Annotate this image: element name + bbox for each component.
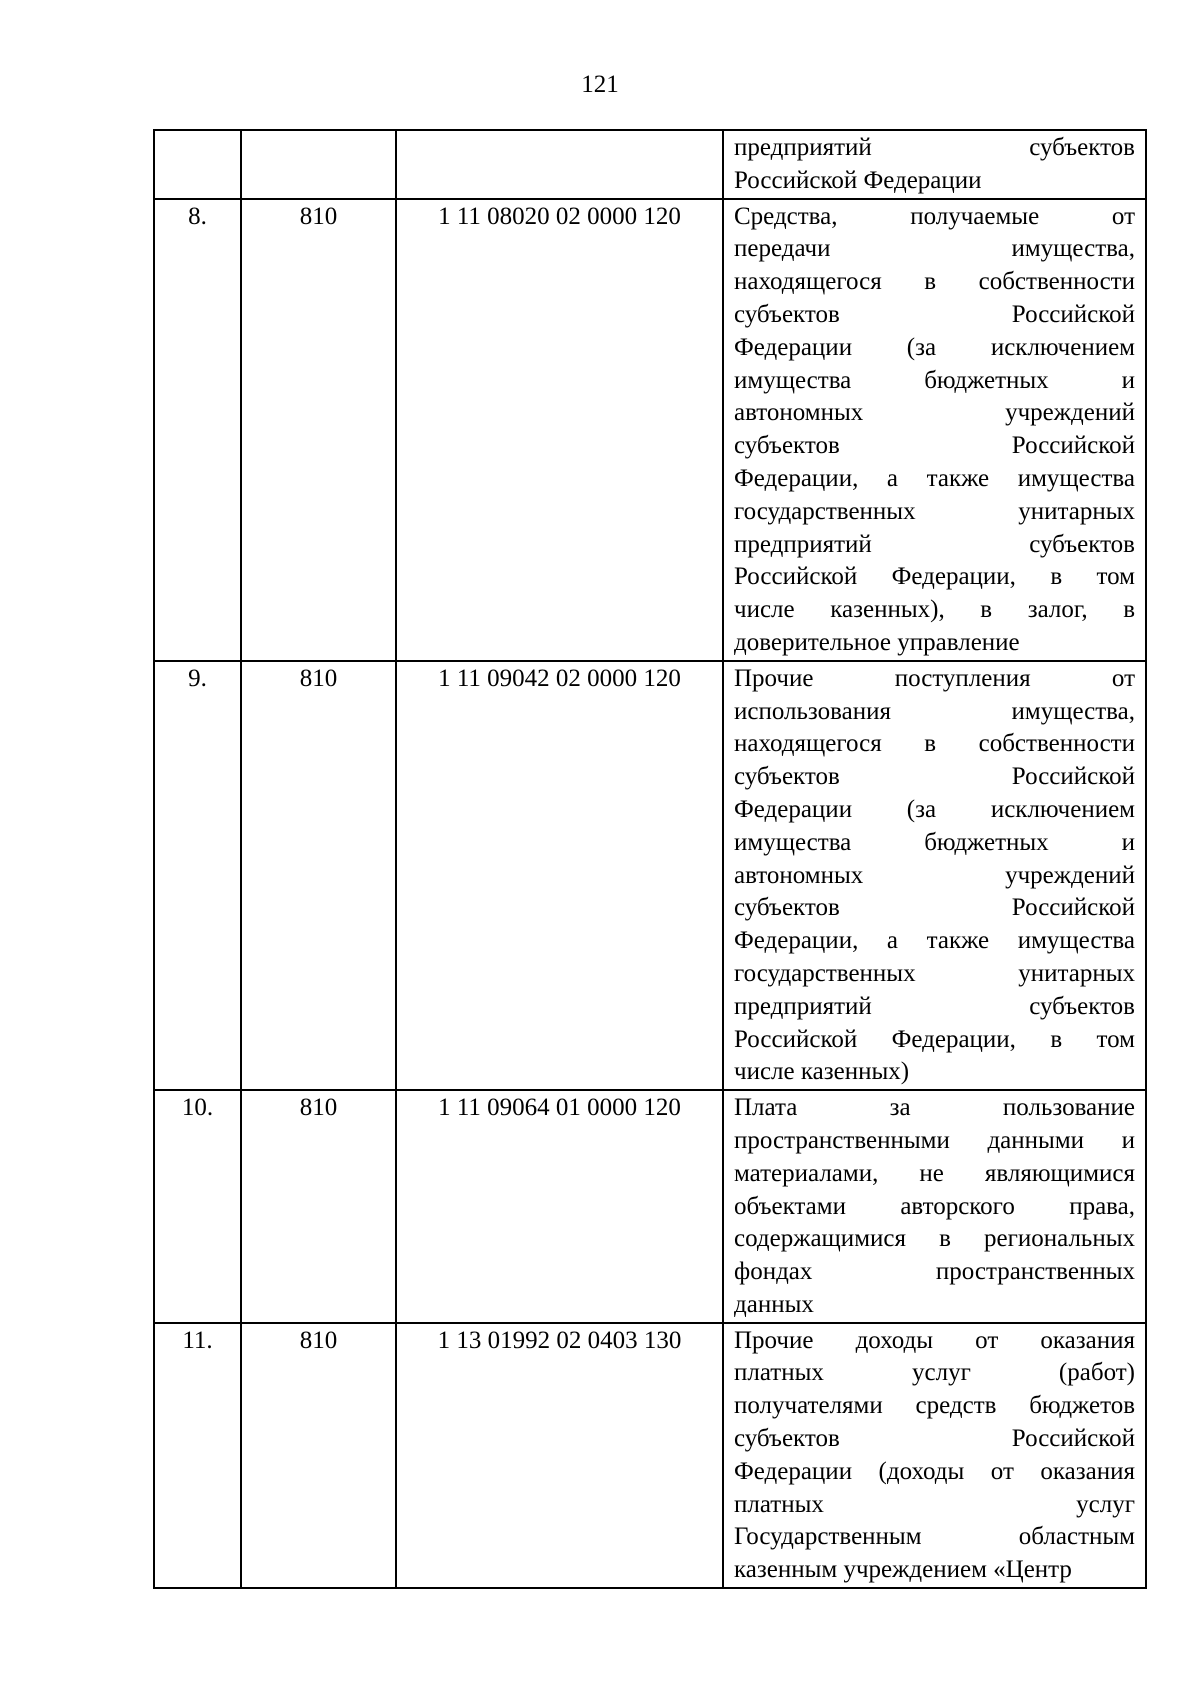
revenue-name-line: Федерации, а также имущества	[734, 927, 1135, 955]
revenue-name-line: автономных учреждений	[734, 861, 1135, 889]
revenue-name-line: автономных учреждений	[734, 399, 1135, 427]
revenue-code-cell: 1 13 01992 02 0403 130	[396, 1323, 723, 1588]
revenue-name-cell	[723, 1090, 1146, 1323]
table-row	[154, 1323, 1146, 1588]
revenue-name-line: Российской Федерации, в том	[734, 563, 1135, 591]
revenue-name-line: платных услуг	[734, 1490, 1135, 1518]
revenue-name-line: имущества бюджетных и	[734, 828, 1135, 856]
revenue-name-cell	[723, 661, 1146, 1090]
administrator-code-cell: 810	[241, 1323, 396, 1588]
revenue-name-line: Государственным областным	[734, 1523, 1135, 1551]
revenue-name-line: использования имущества,	[734, 697, 1135, 725]
row-number-cell: 8.	[154, 199, 241, 661]
revenue-name-line: Российской Федерации	[734, 166, 982, 194]
revenue-name-line: Российской Федерации, в том	[734, 1025, 1135, 1053]
revenue-name-line: находящегося в собственности	[734, 730, 1135, 758]
revenue-name-line: казенным учреждением «Центр	[734, 1556, 1072, 1584]
table-row	[154, 199, 1146, 661]
administrator-code-cell: 810	[241, 1090, 396, 1323]
administrator-code-cell	[241, 130, 396, 199]
row-number-cell: 11.	[154, 1323, 241, 1588]
revenue-name-line: Федерации (доходы от оказания	[734, 1457, 1135, 1485]
revenue-name-line: Плата за пользование	[734, 1094, 1135, 1122]
table-row	[154, 661, 1146, 1090]
revenue-codes-table	[153, 129, 1147, 1589]
revenue-name-line: числе казенных), в залог, в	[734, 596, 1135, 624]
revenue-code-cell: 1 11 09064 01 0000 120	[396, 1090, 723, 1323]
revenue-name-line: субъектов Российской	[734, 894, 1135, 922]
revenue-name-line: платных услуг (работ)	[734, 1359, 1135, 1387]
revenue-name-line: числе казенных)	[734, 1058, 910, 1086]
revenue-name-cell	[723, 1323, 1146, 1588]
revenue-name-line: Средства, получаемые от	[734, 202, 1135, 230]
revenue-name-line: предприятий субъектов	[734, 134, 1135, 161]
revenue-name-line: Федерации (за исключением	[734, 333, 1135, 361]
revenue-name-line: данных	[734, 1290, 814, 1318]
table-body	[154, 130, 1146, 1588]
revenue-name-line: предприятий субъектов	[734, 992, 1135, 1020]
revenue-name-line: субъектов Российской	[734, 763, 1135, 791]
page-number: 121	[581, 71, 619, 98]
revenue-name-line: пространственными данными и	[734, 1126, 1135, 1154]
revenue-name-line: субъектов Российской	[734, 300, 1135, 328]
revenue-name-line: Прочие поступления от	[734, 664, 1135, 692]
revenue-name-line: субъектов Российской	[734, 432, 1135, 460]
revenue-name-cell	[723, 130, 1146, 199]
revenue-code-cell: 1 11 08020 02 0000 120	[396, 199, 723, 661]
revenue-name-line: доверительное управление	[734, 628, 1020, 656]
revenue-name-line: государственных унитарных	[734, 497, 1135, 525]
revenue-name-line: получателями средств бюджетов	[734, 1392, 1135, 1420]
table-row	[154, 130, 1146, 199]
row-number-cell: 10.	[154, 1090, 241, 1323]
revenue-name-line: передачи имущества,	[734, 235, 1135, 263]
administrator-code-cell: 810	[241, 661, 396, 1090]
revenue-name-line: Федерации, а также имущества	[734, 464, 1135, 492]
revenue-name-line: содержащимися в региональных	[734, 1225, 1135, 1253]
row-number-cell: 9.	[154, 661, 241, 1090]
table-row	[154, 1090, 1146, 1323]
revenue-name-line: имущества бюджетных и	[734, 366, 1135, 394]
revenue-name-line: фондах пространственных	[734, 1258, 1135, 1286]
revenue-name-line: объектами авторского права,	[734, 1192, 1135, 1220]
revenue-name-line: Прочие доходы от оказания	[734, 1326, 1135, 1354]
revenue-name-line: Федерации (за исключением	[734, 795, 1135, 823]
revenue-code-cell: 1 11 09042 02 0000 120	[396, 661, 723, 1090]
revenue-name-cell	[723, 199, 1146, 661]
revenue-name-line: находящегося в собственности	[734, 268, 1135, 296]
revenue-code-cell	[396, 130, 723, 199]
revenue-name-line: материалами, не являющимися	[734, 1159, 1135, 1187]
revenue-name-line: субъектов Российской	[734, 1425, 1135, 1453]
row-number-cell	[154, 130, 241, 199]
administrator-code-cell: 810	[241, 199, 396, 661]
revenue-name-line: государственных унитарных	[734, 959, 1135, 987]
revenue-name-line: предприятий субъектов	[734, 530, 1135, 558]
